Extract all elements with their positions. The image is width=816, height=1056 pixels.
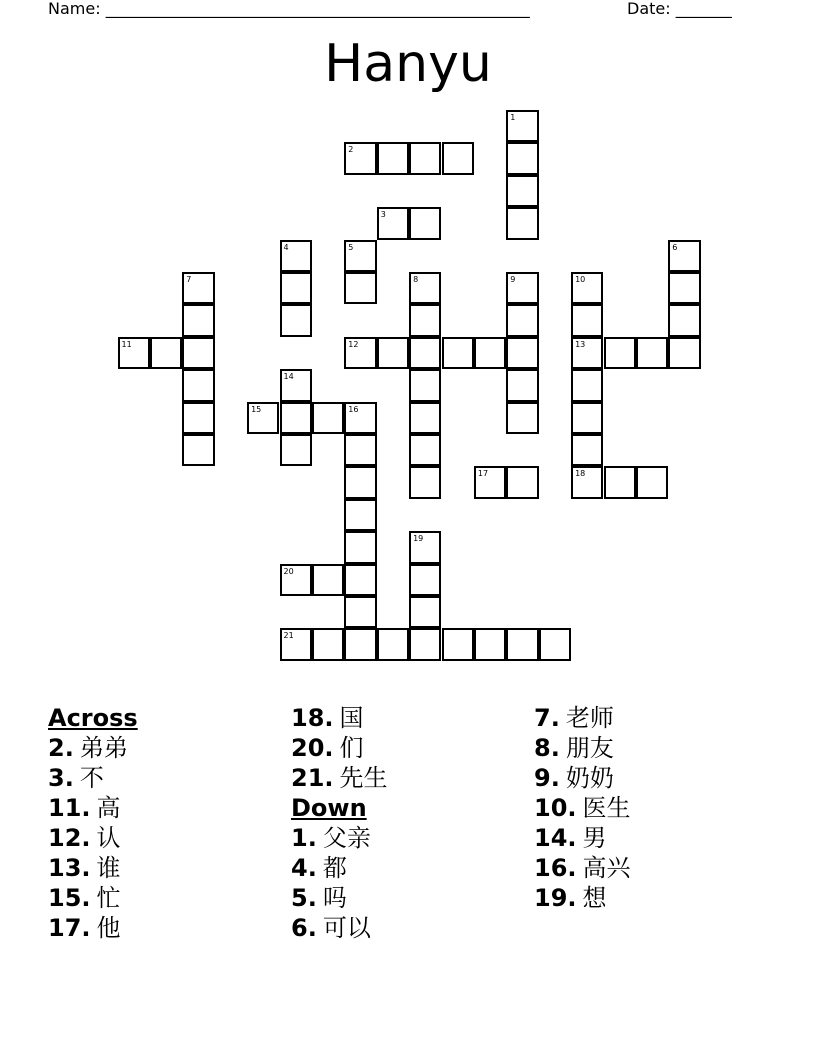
clue-number: 9. — [534, 764, 560, 792]
clue-text: 可以 — [322, 914, 371, 942]
grid-cell[interactable] — [409, 466, 441, 498]
clue-text: 谁 — [96, 854, 121, 882]
clue-item — [48, 853, 138, 883]
grid-cell[interactable] — [506, 466, 538, 498]
cell-number: 7 — [186, 275, 192, 284]
cell-number: 2 — [348, 145, 354, 155]
grid-cell[interactable] — [280, 272, 312, 304]
cell-number: 3 — [380, 210, 386, 220]
page-title: Hanyu — [324, 34, 492, 94]
clue-item — [48, 883, 138, 913]
clue-number: 3. — [48, 764, 74, 792]
grid-cell[interactable] — [409, 142, 441, 174]
cell-number: 19 — [413, 534, 424, 544]
clue-item — [534, 823, 631, 853]
clue-text: 想 — [582, 884, 607, 912]
cell-number: 9 — [510, 275, 516, 284]
grid-cell[interactable] — [344, 272, 376, 304]
clue-item — [291, 853, 388, 883]
grid-cell[interactable] — [409, 628, 441, 660]
clue-text: 父亲 — [322, 824, 371, 852]
clue-text: 朋友 — [565, 734, 614, 762]
grid-cell[interactable] — [442, 337, 474, 369]
clue-number: 11. — [48, 794, 91, 822]
grid-cell[interactable] — [182, 402, 214, 434]
grid-cell[interactable] — [409, 564, 441, 596]
grid-cell[interactable] — [377, 628, 409, 660]
clue-item — [291, 703, 388, 733]
grid-cell[interactable] — [506, 272, 538, 304]
grid-cell[interactable] — [409, 369, 441, 401]
grid-cell[interactable] — [571, 304, 603, 336]
grid-cell[interactable] — [182, 272, 214, 304]
grid-cell[interactable] — [668, 337, 700, 369]
cell-number: 17 — [477, 469, 489, 479]
grid-cell[interactable] — [636, 466, 668, 498]
grid-cell[interactable] — [409, 434, 441, 466]
clue-item — [534, 793, 631, 823]
grid-cell[interactable] — [344, 402, 376, 434]
clue-item — [48, 793, 138, 823]
cell-number: 13 — [575, 339, 586, 349]
clue-item — [534, 883, 631, 913]
down-heading: Down — [291, 794, 367, 822]
grid-cell[interactable] — [118, 337, 150, 369]
grid-cell[interactable] — [506, 207, 538, 239]
date-label: Date: — [627, 0, 671, 18]
grid-cell[interactable] — [442, 142, 474, 174]
clue-item — [48, 763, 138, 793]
grid-cell[interactable] — [571, 434, 603, 466]
grid-cell[interactable] — [506, 628, 538, 660]
grid-cell[interactable] — [344, 564, 376, 596]
cell-number: 6 — [672, 242, 678, 252]
grid-cell[interactable] — [312, 564, 344, 596]
clue-text: 医生 — [582, 794, 631, 822]
cell-number: 21 — [283, 631, 294, 641]
grid-cell[interactable] — [571, 272, 603, 304]
name-label: Name: — [48, 0, 101, 18]
clue-text: 吗 — [322, 884, 347, 912]
grid-cell[interactable] — [280, 628, 312, 660]
clue-text: 他 — [96, 914, 121, 942]
grid-cell[interactable] — [280, 564, 312, 596]
grid-cell[interactable] — [506, 142, 538, 174]
grid-cell[interactable] — [506, 110, 538, 142]
clue-item — [48, 733, 138, 763]
grid-cell[interactable] — [182, 304, 214, 336]
clue-text: 国 — [339, 704, 364, 732]
grid-cell[interactable] — [409, 402, 441, 434]
grid-cell[interactable] — [344, 434, 376, 466]
grid-cell[interactable] — [344, 240, 376, 272]
clue-number: 5. — [291, 884, 317, 912]
clue-item — [291, 733, 388, 763]
grid-cell[interactable] — [377, 207, 409, 239]
grid-cell[interactable] — [150, 337, 182, 369]
grid-cell[interactable] — [668, 304, 700, 336]
grid-cell[interactable] — [344, 628, 376, 660]
clue-number: 1. — [291, 824, 317, 852]
grid-cell[interactable] — [409, 207, 441, 239]
grid-cell[interactable] — [182, 434, 214, 466]
grid-cell[interactable] — [506, 337, 538, 369]
clue-number: 6. — [291, 914, 317, 942]
clue-item — [534, 763, 631, 793]
grid-cell[interactable] — [571, 369, 603, 401]
cell-number: 18 — [575, 469, 586, 479]
clue-number: 16. — [534, 854, 577, 882]
clue-text: 高 — [96, 794, 121, 822]
grid-cell[interactable] — [474, 628, 506, 660]
grid-cell[interactable] — [506, 402, 538, 434]
grid-cell[interactable] — [571, 402, 603, 434]
cell-number: 8 — [413, 275, 419, 284]
clue-text: 都 — [322, 854, 347, 882]
grid-cell[interactable] — [668, 240, 700, 272]
clue-item — [291, 763, 388, 793]
clue-number: 4. — [291, 854, 317, 882]
grid-cell[interactable] — [377, 142, 409, 174]
clue-text: 老师 — [565, 704, 614, 732]
clue-number: 19. — [534, 884, 577, 912]
grid-cell[interactable] — [280, 402, 312, 434]
grid-cell[interactable] — [280, 240, 312, 272]
grid-cell[interactable] — [604, 337, 636, 369]
cell-number: 12 — [348, 339, 359, 349]
grid-cell[interactable] — [344, 142, 376, 174]
clue-number: 18. — [291, 704, 334, 732]
clue-number: 8. — [534, 734, 560, 762]
clue-item — [534, 703, 631, 733]
grid-cell[interactable] — [344, 531, 376, 563]
clue-item — [48, 823, 138, 853]
across-heading: Across — [48, 704, 138, 732]
clue-text: 高兴 — [582, 854, 631, 882]
grid-cell[interactable] — [377, 337, 409, 369]
clue-text: 忙 — [96, 884, 121, 912]
clue-item — [534, 853, 631, 883]
clues-column-1 — [48, 703, 138, 943]
clue-item — [534, 733, 631, 763]
grid-cell[interactable] — [409, 596, 441, 628]
grid-cell[interactable] — [312, 628, 344, 660]
grid-cell[interactable] — [247, 402, 279, 434]
clue-text: 先生 — [339, 764, 388, 792]
grid-cell[interactable] — [280, 304, 312, 336]
grid-cell[interactable] — [474, 337, 506, 369]
clue-text: 男 — [582, 824, 607, 852]
grid-cell[interactable] — [474, 466, 506, 498]
grid-cell[interactable] — [409, 531, 441, 563]
cell-number: 10 — [575, 275, 586, 284]
grid-cell[interactable] — [442, 628, 474, 660]
clue-item — [291, 913, 388, 943]
clue-number: 7. — [534, 704, 560, 732]
grid-cell[interactable] — [506, 304, 538, 336]
grid-cell[interactable] — [506, 369, 538, 401]
clue-number: 20. — [291, 734, 334, 762]
cell-number: 16 — [348, 404, 359, 414]
grid-cell[interactable] — [604, 466, 636, 498]
clue-item — [291, 883, 388, 913]
grid-cell[interactable] — [344, 499, 376, 531]
grid-cell[interactable] — [668, 272, 700, 304]
grid-cell[interactable] — [506, 175, 538, 207]
grid-cell[interactable] — [409, 272, 441, 304]
grid-cell[interactable] — [571, 466, 603, 498]
clue-text: 奶奶 — [565, 764, 614, 792]
grid-cell[interactable] — [344, 596, 376, 628]
cell-number: 4 — [283, 242, 289, 252]
grid-cell[interactable] — [182, 337, 214, 369]
name-line: _____________________________________________________ — [105, 0, 530, 18]
grid-cell[interactable] — [539, 628, 571, 660]
clue-text: 们 — [339, 734, 364, 762]
clue-text: 不 — [79, 764, 104, 792]
grid-cell[interactable] — [636, 337, 668, 369]
grid-cell[interactable] — [571, 337, 603, 369]
grid-cell[interactable] — [182, 369, 214, 401]
clue-item — [291, 823, 388, 853]
clue-text: 认 — [96, 824, 121, 852]
clue-number: 17. — [48, 914, 91, 942]
cell-number: 5 — [348, 242, 354, 252]
clue-number: 13. — [48, 854, 91, 882]
clue-number: 10. — [534, 794, 577, 822]
clue-number: 12. — [48, 824, 91, 852]
clue-item — [48, 913, 138, 943]
clue-number: 15. — [48, 884, 91, 912]
date-line: _______ — [675, 0, 732, 18]
clues-column-2 — [291, 703, 388, 943]
cell-number: 1 — [510, 113, 516, 122]
clues-column-3 — [534, 703, 631, 913]
grid-cell[interactable] — [344, 337, 376, 369]
grid-cell[interactable] — [312, 402, 344, 434]
cell-number: 11 — [121, 339, 132, 349]
clue-number: 14. — [534, 824, 577, 852]
clue-number: 2. — [48, 734, 74, 762]
clue-number: 21. — [291, 764, 334, 792]
cell-number: 15 — [251, 404, 262, 414]
cell-number: 14 — [283, 372, 294, 382]
grid-cell[interactable] — [409, 337, 441, 369]
grid-cell[interactable] — [280, 434, 312, 466]
cell-number: 20 — [283, 566, 294, 576]
clue-text: 弟弟 — [79, 734, 128, 762]
grid-cell[interactable] — [280, 369, 312, 401]
grid-cell[interactable] — [409, 304, 441, 336]
grid-cell[interactable] — [344, 466, 376, 498]
